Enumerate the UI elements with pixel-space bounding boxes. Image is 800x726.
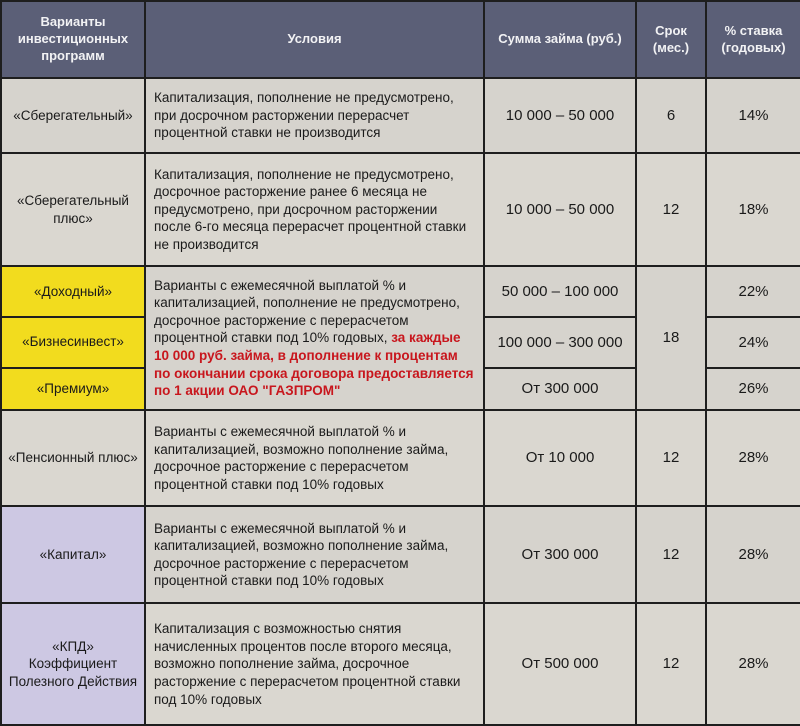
program-conditions: Варианты с ежемесячной выплатой % и капитализацией, возможно пополнение займа, досрочное расторжение с перерасчетом процентной ставки под 10% годовых (145, 506, 484, 603)
table-row (1, 603, 800, 725)
table-row (1, 506, 800, 603)
program-rate: 24% (706, 317, 800, 368)
program-rate: 28% (706, 603, 800, 725)
program-rate: 14% (706, 78, 800, 153)
program-conditions: Капитализация с возможностью снятия начисленных процентов после второго месяца, возможно пополнение займа, досрочное расторжение с перерасчетом процентной ставки под 10% годовых (145, 603, 484, 725)
program-term: 12 (636, 506, 706, 603)
program-name: «Премиум» (1, 368, 145, 411)
group-conditions-text: Варианты с ежемесячной выплатой % и капитализацией, пополнение не предусмотрено, досрочное расторжение с перерасчетом процентной ставки под 10% годовых, (154, 277, 460, 346)
program-rate: 28% (706, 410, 800, 506)
program-amount: От 500 000 (484, 603, 636, 725)
group-term: 18 (636, 266, 706, 410)
header-rate: % ставка (годовых) (706, 1, 800, 78)
program-amount: От 10 000 (484, 410, 636, 506)
program-conditions: Капитализация, пополнение не предусмотрено, при досрочном расторжении перерасчет процентной ставки не производится (145, 78, 484, 153)
program-name: «Доходный» (1, 266, 145, 317)
table-row (1, 78, 800, 153)
program-rate: 22% (706, 266, 800, 317)
program-conditions: Варианты с ежемесячной выплатой % и капитализацией, возможно пополнение займа, досрочное расторжение с перерасчетом процентной ставки под 10% годовых (145, 410, 484, 506)
program-term: 12 (636, 153, 706, 266)
program-rate: 28% (706, 506, 800, 603)
program-name: «Сберегательный» (1, 78, 145, 153)
program-term: 6 (636, 78, 706, 153)
header-program: Варианты инвестиционных программ (1, 1, 145, 78)
program-amount: 10 000 – 50 000 (484, 78, 636, 153)
program-name: «Бизнесинвест» (1, 317, 145, 368)
program-name: «Капитал» (1, 506, 145, 603)
program-amount: 50 000 – 100 000 (484, 266, 636, 317)
table-row (1, 153, 800, 266)
table-row (1, 410, 800, 506)
program-name: «Пенсионный плюс» (1, 410, 145, 506)
header-row (1, 1, 800, 78)
program-term: 12 (636, 603, 706, 725)
program-rate: 18% (706, 153, 800, 266)
program-rate: 26% (706, 368, 800, 411)
group-conditions (145, 266, 484, 410)
program-name: «КПД» Коэффициент Полезного Действия (1, 603, 145, 725)
program-name: «Сберегательный плюс» (1, 153, 145, 266)
program-conditions: Капитализация, пополнение не предусмотрено, досрочное расторжение ранее 6 месяца не предусмотрено, при досрочном расторжении после 6-го месяца перерасчет процентной ставки не производится (145, 153, 484, 266)
table-row (1, 266, 800, 317)
header-amount: Сумма займа (руб.) (484, 1, 636, 78)
program-term: 12 (636, 410, 706, 506)
program-amount: 10 000 – 50 000 (484, 153, 636, 266)
program-amount: От 300 000 (484, 506, 636, 603)
program-amount: От 300 000 (484, 368, 636, 411)
header-term: Срок (мес.) (636, 1, 706, 78)
header-conditions: Условия (145, 1, 484, 78)
program-amount: 100 000 – 300 000 (484, 317, 636, 368)
group-conditions-highlight: за каждые 10 000 руб. займа, в дополнение к процентам по окончании срока договора предоставляется по 1 акции ОАО "ГАЗПРОМ" (154, 330, 474, 399)
